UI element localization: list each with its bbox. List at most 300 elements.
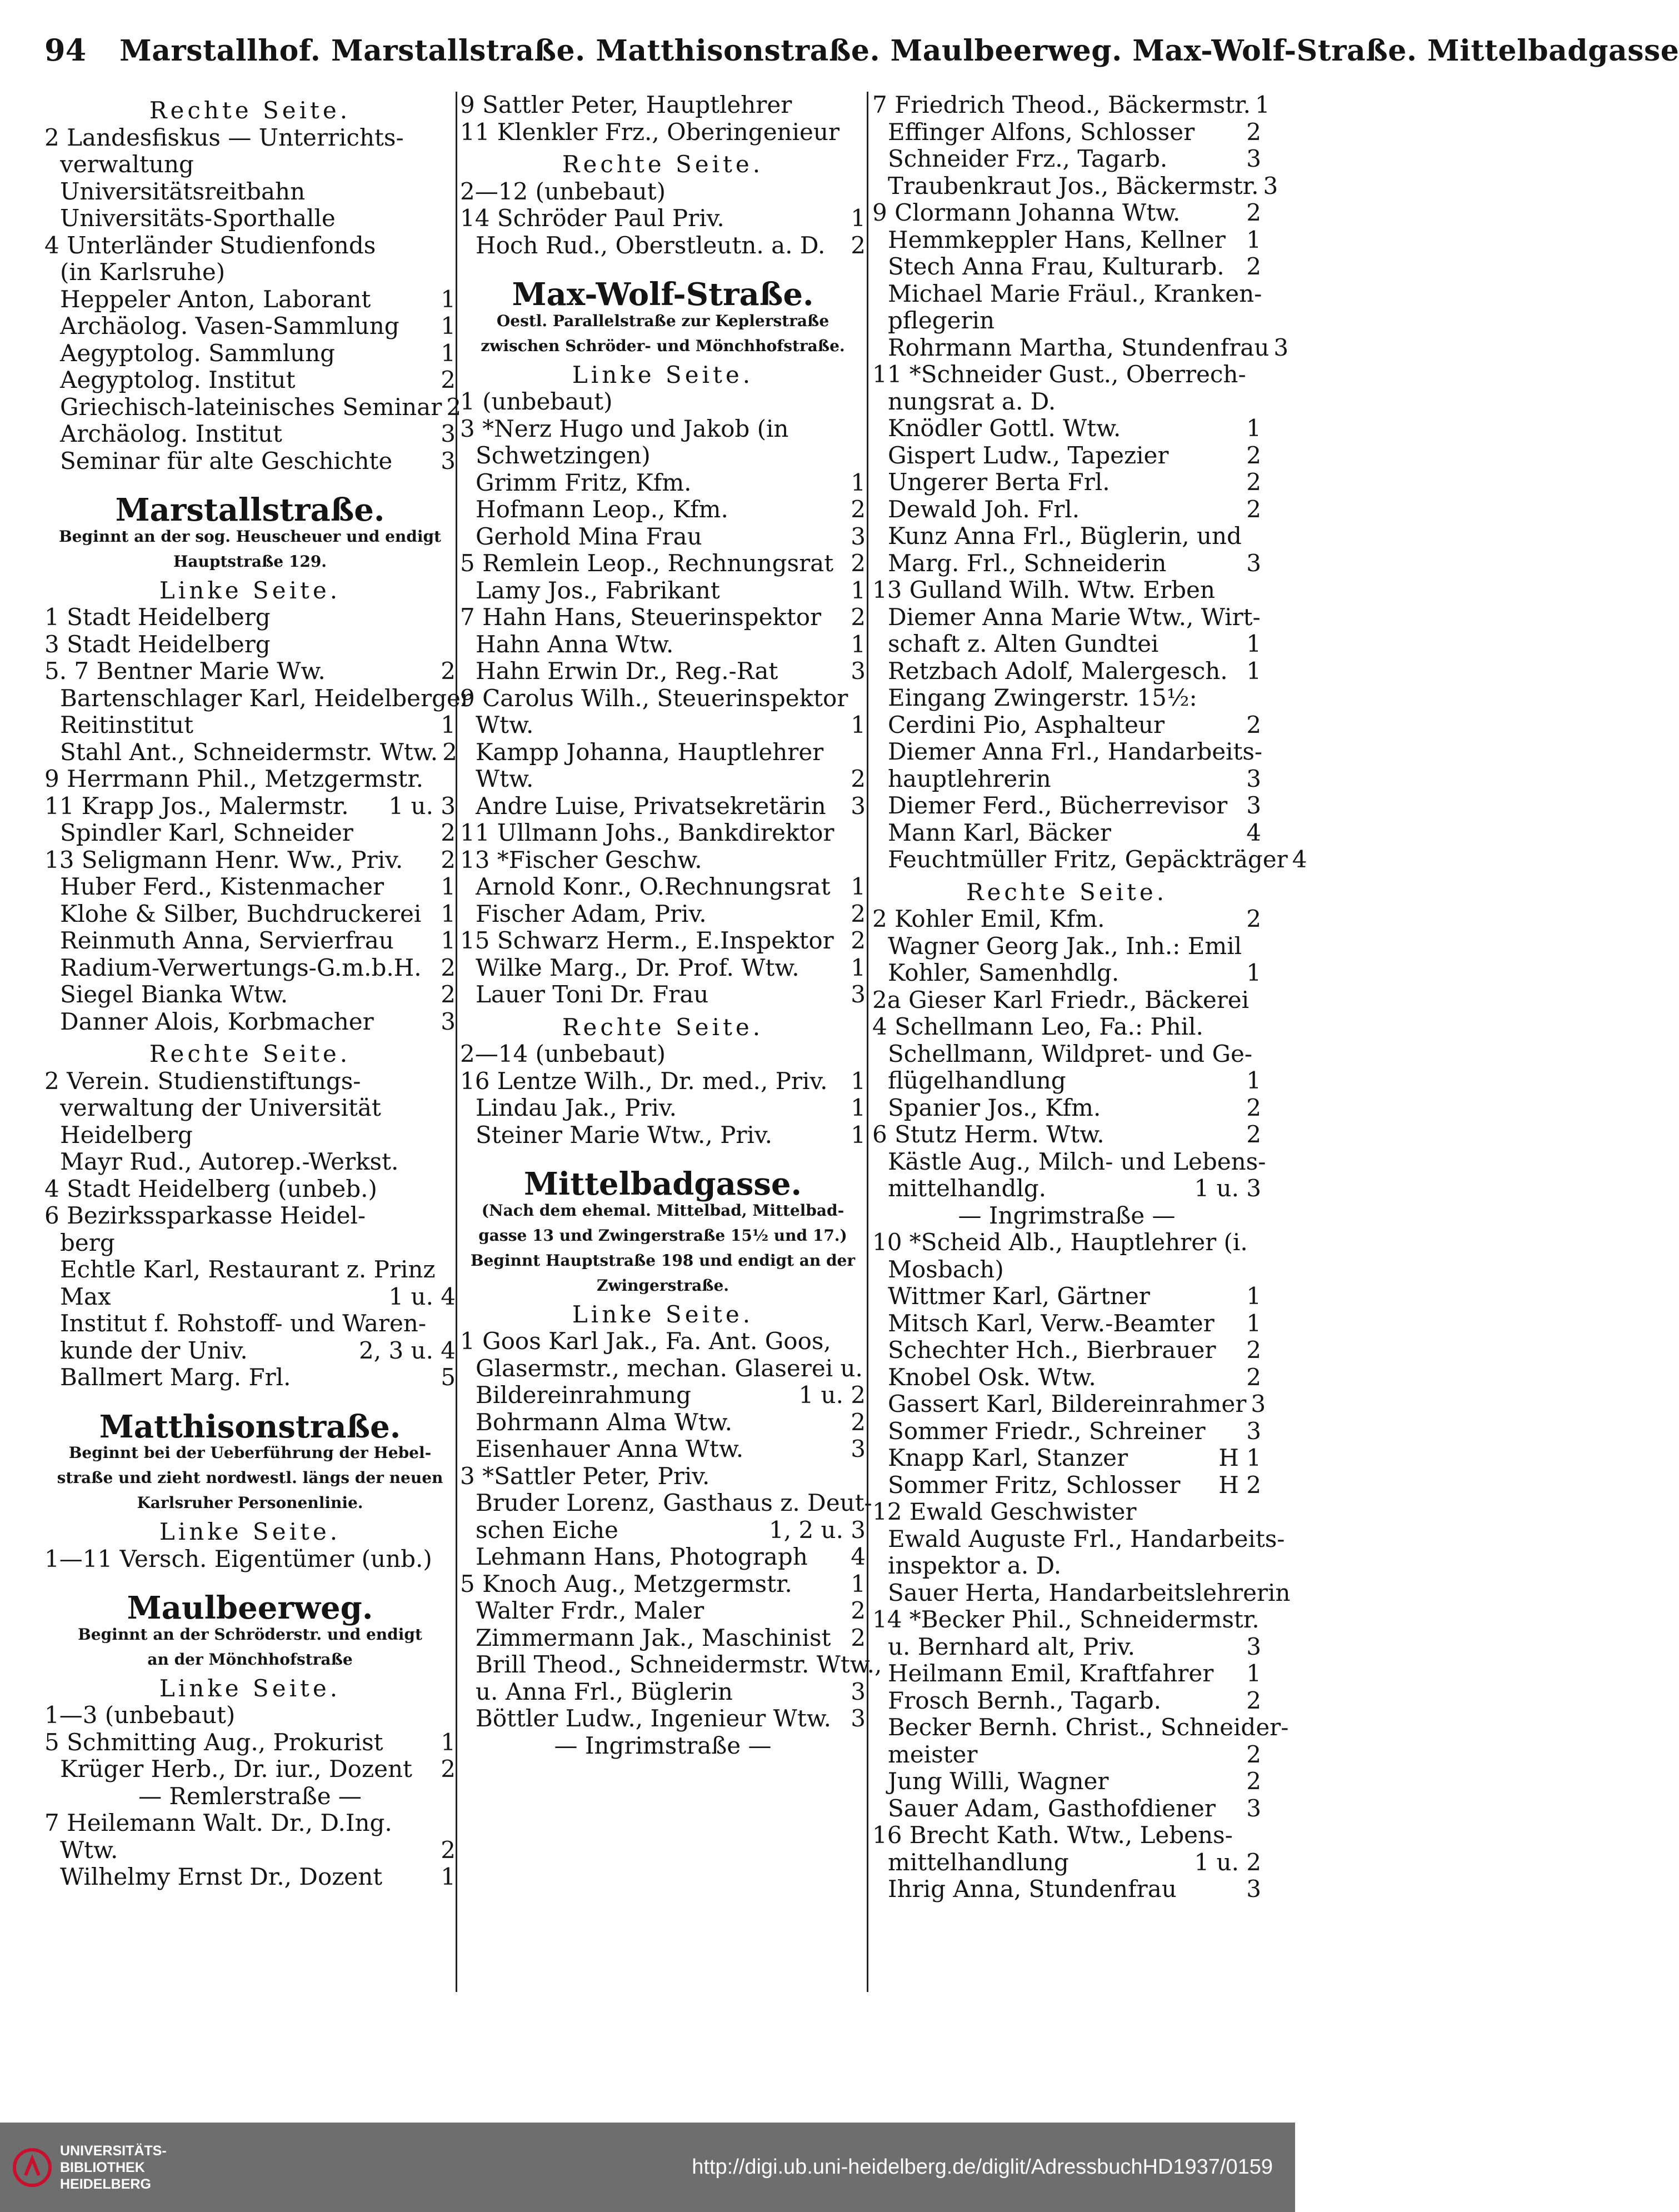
entry-text: 7 Friedrich Theod., Bäckermstr. [872, 91, 1251, 118]
directory-line [872, 1687, 1261, 1715]
floor-number: 3 [1246, 1794, 1261, 1822]
entry-text: Becker Bernh. Christ., Schneider- [888, 1714, 1289, 1741]
directory-line [872, 91, 1270, 119]
entry-text: 5 Knoch Aug., Metzgermstr. [460, 1570, 792, 1597]
floor-number: 2 [441, 981, 456, 1008]
entry-text: Mittelbadgasse. [523, 1166, 802, 1202]
street-description [460, 1201, 866, 1220]
entry-text: — Ingrimstraße — [554, 1731, 772, 1759]
floor-number: 1 [851, 1121, 866, 1149]
entry-text: Mosbach) [888, 1255, 1004, 1283]
side-heading [44, 1041, 456, 1068]
entry-text: Schellmann, Wildpret- und Ge- [888, 1040, 1253, 1067]
entry-text: Bohrmann Alma Wtw. [476, 1408, 732, 1436]
directory-line [460, 1597, 866, 1625]
floor-number: 1 u. 3 [388, 792, 456, 820]
directory-line [872, 1552, 1261, 1580]
street-description [460, 312, 866, 330]
directory-line [460, 1041, 866, 1068]
street-description [44, 1494, 456, 1512]
entry-text: Krüger Herb., Dr. iur., Dozent [60, 1755, 412, 1782]
entry-text: Universitätsreitbahn [60, 177, 306, 205]
directory-line [872, 658, 1261, 685]
entry-text: Linke Seite. [572, 1300, 754, 1328]
entry-text: an der Mönchhofstraße [147, 1650, 353, 1669]
directory-line [460, 1328, 866, 1355]
logo-line: BIBLIOTHEK [60, 2159, 145, 2175]
directory-line [460, 1463, 866, 1490]
directory-line [872, 1822, 1261, 1849]
entry-text: Reitinstitut [60, 711, 193, 738]
entry-text: 1—3 (unbebaut) [44, 1701, 236, 1729]
floor-number: 1 [1246, 630, 1261, 657]
directory-line [460, 712, 866, 739]
entry-text: Reinmuth Anna, Servierfrau [60, 927, 394, 954]
directory-line [872, 604, 1261, 631]
directory-line [460, 523, 866, 551]
library-logo[interactable] [12, 2143, 167, 2193]
entry-text: 5 Schmitting Aug., Prokurist [44, 1728, 383, 1756]
entry-text: Wtw. [60, 1836, 118, 1864]
floor-number: 3 [851, 522, 866, 550]
entry-text: 11 Krapp Jos., Malermstr. [44, 792, 349, 820]
directory-line [44, 712, 456, 739]
floor-number: 1 [1246, 959, 1261, 986]
entry-text: Diemer Ferd., Bücherrevisor [888, 792, 1228, 819]
floor-number: 2 [1246, 495, 1261, 523]
entry-text: Kampp Johanna, Hauptlehrer [476, 738, 824, 766]
directory-line [460, 1122, 866, 1149]
directory-line [872, 987, 1261, 1014]
directory-line [460, 388, 866, 416]
entry-text: 4 Stadt Heidelberg (unbeb.) [44, 1175, 377, 1202]
entry-text: Hofmann Leop., Kfm. [476, 496, 728, 523]
directory-line [44, 604, 456, 631]
street-heading [460, 1166, 866, 1202]
directory-line [872, 1202, 1261, 1230]
entry-text: Feuchtmüller Fritz, Gepäckträger [888, 846, 1288, 873]
entry-text: kunde der Univ. [60, 1336, 248, 1364]
directory-line [872, 960, 1261, 987]
entry-text: Rechte Seite. [149, 1040, 351, 1067]
entry-text: u. Bernhard alt, Priv. [888, 1632, 1135, 1660]
directory-line [872, 119, 1261, 146]
entry-text: Stech Anna Frau, Kulturarb. [888, 253, 1225, 280]
directory-line [460, 1489, 872, 1517]
logo-line: UNIVERSITÄTS- [60, 2143, 167, 2159]
side-heading [460, 151, 866, 178]
directory-line [460, 927, 866, 955]
directory-line [44, 259, 456, 286]
directory-line [460, 685, 866, 712]
entry-text: Heidelberg [60, 1121, 193, 1149]
floor-number: 3 [1246, 1632, 1261, 1660]
entry-text: Oestl. Parallelstraße zur Keplerstraße [496, 311, 829, 330]
directory-line [872, 1525, 1285, 1553]
floor-number: 1 [1246, 1309, 1261, 1337]
entry-text: gasse 13 und Zwingerstraße 15½ und 17.) [478, 1226, 847, 1245]
directory-line [460, 442, 866, 470]
directory-line [44, 684, 472, 712]
floor-number: 1 [851, 711, 866, 738]
directory-line [872, 1390, 1266, 1418]
directory-line [460, 820, 866, 847]
directory-line [460, 1095, 866, 1122]
entry-text: Beginnt an der Schröderstr. und endigt [78, 1625, 422, 1644]
entry-text: 2 Verein. Studienstiftungs- [44, 1067, 361, 1095]
library-logo-text [60, 2143, 167, 2193]
directory-line [872, 227, 1261, 254]
entry-text: Schwetzingen) [476, 442, 651, 469]
entry-text: Spindler Karl, Schneider [60, 819, 353, 846]
directory-line [44, 1864, 456, 1891]
floor-number: 4 [851, 1543, 866, 1570]
entry-text: 13 Seligmann Henr. Ww., Priv. [44, 846, 403, 873]
entry-text: Wilke Marg., Dr. Prof. Wtw. [476, 953, 799, 981]
entry-text: 14 *Becker Phil., Schneidermstr. [872, 1606, 1260, 1633]
directory-line [872, 307, 1261, 334]
entry-text: Dewald Joh. Frl. [888, 495, 1080, 523]
entry-text: schaft z. Alten Gundtei [888, 630, 1159, 657]
floor-number: 3 [441, 447, 456, 475]
side-heading [44, 97, 456, 124]
directory-line [872, 523, 1261, 550]
entry-text: hauptlehrerin [888, 765, 1051, 792]
directory-line [44, 1068, 456, 1095]
directory-line [44, 232, 456, 259]
column-middle [460, 91, 882, 2142]
directory-line [460, 766, 866, 793]
entry-text: Lauer Toni Dr. Frau [476, 981, 709, 1008]
entry-text: Mann Karl, Bäcker [888, 818, 1111, 846]
entry-text: Sommer Friedr., Schreiner [888, 1417, 1206, 1445]
directory-line [460, 1651, 882, 1679]
directory-line [460, 901, 866, 928]
entry-text: Karlsruher Personenlinie. [137, 1494, 363, 1512]
directory-line [44, 1202, 456, 1230]
side-heading [44, 1519, 456, 1546]
entry-text: Max-Wolf-Straße. [512, 276, 814, 313]
entry-text: pflegerin [888, 307, 995, 334]
directory-line [44, 873, 456, 901]
entry-text: Marstallstraße. [115, 492, 385, 528]
entry-text: Aegyptolog. Sammlung [60, 339, 336, 367]
entry-text: Linke Seite. [572, 361, 754, 388]
entry-text: Lamy Jos., Fabrikant [476, 576, 720, 604]
entry-text: Schneider Frz., Tagarb. [888, 145, 1168, 172]
entry-text: Traubenkraut Jos., Bäckermstr. [888, 172, 1259, 199]
directory-line [872, 1147, 1266, 1176]
entry-text: Beginnt bei der Ueberführung der Hebel- [68, 1444, 432, 1462]
entry-text: Lindau Jak., Priv. [476, 1094, 677, 1121]
entry-text: Hahn Anna Wtw. [476, 630, 674, 658]
directory-line [872, 906, 1261, 933]
directory-line [44, 820, 456, 847]
directory-line [460, 577, 866, 605]
directory-line [460, 981, 866, 1008]
entry-text: Andre Luise, Privatsekretärin [476, 792, 826, 820]
directory-line [460, 1679, 866, 1706]
floor-number: 1 u. 2 [1194, 1848, 1261, 1876]
directory-line [872, 1795, 1261, 1822]
floor-number: 1 [1246, 657, 1261, 685]
entry-text: 5 Remlein Leop., Rechnungsrat [460, 550, 834, 577]
floor-number: 1 [1246, 1282, 1261, 1310]
directory-line [872, 1013, 1261, 1041]
directory-line [460, 205, 866, 232]
floor-number: 2 [446, 393, 462, 421]
page-header [44, 32, 1679, 77]
entry-text: Cerdini Pio, Asphalteur [888, 711, 1165, 738]
floor-number: 2 [441, 657, 456, 685]
entry-text: Radium-Verwertungs-G.m.b.H. [60, 953, 422, 981]
entry-text: Brill Theod., Schneidermstr. Wtw., [476, 1651, 882, 1678]
directory-line [872, 550, 1261, 577]
entry-text: schen Eiche [476, 1516, 618, 1544]
floor-number: 3 [1246, 792, 1261, 819]
floor-number: H 2 [1218, 1471, 1261, 1499]
directory-line [44, 1783, 456, 1810]
library-logo-icon [12, 2148, 52, 2188]
side-heading [460, 1301, 866, 1329]
entry-text: verwaltung [60, 151, 194, 178]
directory-line [872, 1714, 1289, 1741]
floor-number: 3 [851, 792, 866, 820]
directory-line [44, 151, 456, 178]
floor-number: H 1 [1218, 1444, 1261, 1471]
directory-line [44, 1729, 456, 1756]
street-heading [44, 1590, 456, 1626]
directory-line [872, 253, 1261, 281]
directory-line [872, 172, 1278, 200]
entry-text: Wittmer Karl, Gärtner [888, 1282, 1150, 1310]
directory-line [44, 393, 462, 421]
floor-number: 2 [442, 738, 457, 766]
floor-number: 3 [851, 1435, 866, 1462]
directory-line [44, 901, 456, 928]
floor-number: 2 [851, 1408, 866, 1436]
entry-text: Archäolog. Vasen-Sammlung [60, 312, 399, 339]
entry-text: Wtw. [476, 711, 534, 738]
directory-line [44, 1310, 456, 1337]
street-description [44, 1444, 456, 1462]
directory-line [460, 550, 866, 577]
entry-text: Heppeler Anton, Laborant [60, 285, 371, 313]
floor-number: 2 [1246, 199, 1261, 226]
side-heading [44, 1675, 456, 1702]
directory-line [460, 1625, 866, 1652]
street-description [460, 337, 866, 355]
floor-number: 2 [1246, 1336, 1261, 1364]
directory-line [872, 1634, 1261, 1661]
directory-line [872, 1741, 1261, 1769]
floor-number: 1 [441, 312, 456, 339]
entry-text: Effinger Alfons, Schlosser [888, 118, 1195, 146]
directory-line [872, 1606, 1261, 1634]
entry-text: Diemer Anna Frl., Handarbeits- [888, 738, 1263, 765]
entry-text: Knobel Osk. Wtw. [888, 1363, 1096, 1391]
directory-line [872, 1445, 1261, 1472]
entry-text: Matthisonstraße. [99, 1408, 401, 1445]
directory-line [460, 631, 866, 658]
floor-number: 2 [1246, 1121, 1261, 1148]
entry-text: Schechter Hch., Bierbrauer [888, 1336, 1216, 1364]
floor-number: 1 [851, 1570, 866, 1597]
entry-text: 4 Schellmann Leo, Fa.: Phil. [872, 1013, 1203, 1040]
entry-text: Ewald Auguste Frl., Handarbeits- [888, 1525, 1285, 1552]
floor-number: 3 [1263, 172, 1278, 199]
floor-number: 1 [851, 873, 866, 900]
directory-line [44, 124, 456, 152]
entry-text: Gispert Ludw., Tapezier [888, 441, 1169, 469]
entry-text: Bartenschlager Karl, Heidelberger [60, 684, 472, 712]
column-right [872, 91, 1307, 2142]
entry-text: Maulbeerweg. [127, 1590, 373, 1626]
floor-number: 2 [851, 496, 866, 523]
entry-text: Mayr Rud., Autorep.-Werkst. [60, 1148, 399, 1175]
floor-number: 4 [1246, 818, 1261, 846]
entry-text: 2 Kohler Emil, Kfm. [872, 905, 1105, 932]
entry-text: Klohe & Silber, Buchdruckerei [60, 900, 422, 927]
entry-text: Zwingerstraße. [596, 1276, 729, 1295]
entry-text: berg [60, 1229, 115, 1256]
floor-number: 2, 3 u. 4 [359, 1336, 456, 1364]
entry-text: 2 Landesfiskus — Unterrichts- [44, 123, 404, 151]
entry-text: 4 Unterländer Studienfonds [44, 231, 376, 259]
entry-text: Grimm Fritz, Kfm. [476, 468, 692, 496]
floor-number: 3 [851, 1677, 866, 1705]
directory-line [872, 1229, 1261, 1256]
entry-text: Gassert Karl, Bildereinrahmer [888, 1390, 1247, 1417]
floor-number: 1 [441, 873, 456, 900]
directory-line [872, 1337, 1261, 1364]
directory-line [872, 1876, 1261, 1903]
entry-text: nungsrat a. D. [888, 387, 1056, 415]
directory-line [460, 1705, 866, 1732]
directory-line [460, 739, 866, 766]
directory-line [44, 955, 456, 982]
floor-number: 2 [851, 603, 866, 631]
directory-line [44, 981, 456, 1008]
directory-line [44, 1149, 456, 1176]
directory-line [44, 1095, 456, 1122]
directory-line [872, 1768, 1261, 1795]
directory-line [872, 1310, 1261, 1337]
directory-line [460, 1355, 866, 1382]
entry-text: 14 Schröder Paul Priv. [460, 204, 724, 232]
directory-line [44, 1008, 456, 1036]
entry-text: Mitsch Karl, Verw.-Beamter [888, 1309, 1215, 1337]
directory-line [460, 92, 866, 119]
entry-text: inspektor a. D. [888, 1552, 1062, 1579]
entry-text: Sommer Fritz, Schlosser [888, 1471, 1181, 1499]
entry-text: Echtle Karl, Restaurant z. Prinz [60, 1256, 436, 1283]
floor-number: 1 [441, 1863, 456, 1890]
entry-text: 6 Bezirkssparkasse Heidel- [44, 1202, 366, 1229]
directory-line [460, 496, 866, 523]
directory-line [460, 119, 866, 146]
directory-line [44, 793, 456, 820]
directory-line [872, 1283, 1261, 1310]
directory-line [44, 1337, 456, 1365]
floor-number: 3 [441, 1007, 456, 1035]
floor-number: 3 [1251, 1390, 1266, 1417]
directory-line [44, 205, 456, 232]
directory-line [44, 178, 456, 206]
entry-text: Diemer Anna Marie Wtw., Wirt- [888, 603, 1261, 631]
floor-number: 2 [1246, 468, 1261, 496]
floor-number: 1 [851, 630, 866, 658]
logo-line: HEIDELBERG [60, 2176, 151, 2192]
entry-text: Huber Ferd., Kistenmacher [60, 873, 384, 900]
entry-text: Lehmann Hans, Photograph [476, 1543, 808, 1570]
directory-line [44, 1810, 456, 1837]
floor-number: 1 [851, 576, 866, 604]
entry-text: Archäolog. Institut [60, 420, 282, 447]
street-description [44, 527, 456, 546]
directory-line [44, 340, 456, 367]
directory-line [872, 820, 1261, 847]
entry-text: 7 Hahn Hans, Steuerinspektor [460, 603, 822, 631]
floor-number: 1 [1246, 226, 1261, 253]
entry-text: Linke Seite. [159, 1674, 341, 1702]
directory-line [872, 442, 1261, 470]
column-left [44, 92, 472, 2142]
floor-number: 3 [851, 981, 866, 1008]
entry-text: Ihrig Anna, Stundenfrau [888, 1875, 1177, 1903]
entry-text: 9 Clormann Johanna Wtw. [872, 199, 1181, 226]
directory-line [44, 1546, 456, 1573]
floor-number: 2 [441, 366, 456, 393]
floor-number: 2 [851, 927, 866, 954]
floor-number: 2 [851, 1624, 866, 1651]
floor-number: 1 [441, 1728, 456, 1756]
entry-text: 16 Brecht Kath. Wtw., Lebens- [872, 1821, 1233, 1849]
entry-text: Hauptstraße 129. [173, 552, 327, 571]
page-number: 94 [44, 32, 87, 68]
directory-line [872, 281, 1261, 308]
permalink-url[interactable]: http://digi.ub.uni-heidelberg.de/diglit/AdressbuchHD1937/0159 [692, 2155, 1273, 2179]
entry-text: Sauer Adam, Gasthofdiener [888, 1794, 1216, 1822]
entry-text: Hoch Rud., Oberstleutn. a. D. [476, 231, 826, 259]
entry-text: Steiner Marie Wtw., Priv. [476, 1121, 772, 1149]
entry-text: 1—11 Versch. Eigentümer (unb.) [44, 1545, 432, 1572]
entry-text: Linke Seite. [159, 1518, 341, 1545]
entry-text: Walter Frdr., Maler [476, 1597, 704, 1624]
entry-text: Kohler, Samenhdlg. [888, 959, 1120, 986]
entry-text: Ballmert Marg. Frl. [60, 1364, 291, 1391]
street-description [460, 1226, 866, 1245]
floor-number: 1 [851, 204, 866, 232]
entry-text: Bildereinrahmung [476, 1381, 691, 1409]
floor-number: 1 [1255, 91, 1270, 118]
directory-line [872, 738, 1261, 766]
floor-number: 2 [441, 1836, 456, 1864]
floor-number: 2 [851, 1597, 866, 1624]
entry-text: Sauer Herta, Handarbeitslehrerin [888, 1579, 1291, 1606]
entry-text: 13 *Fischer Geschw. [460, 846, 702, 873]
street-description [460, 1276, 866, 1295]
directory-line [44, 286, 456, 313]
directory-line [460, 658, 866, 685]
entry-text: Michael Marie Fräul., Kranken- [888, 279, 1262, 307]
directory-line [460, 1068, 866, 1095]
directory-line [872, 1472, 1261, 1499]
floor-number: 1 [851, 1067, 866, 1095]
street-heading [460, 276, 866, 313]
entry-text: 1 Goos Karl Jak., Fa. Ant. Goos, [460, 1327, 831, 1355]
directory-line [44, 1364, 456, 1391]
